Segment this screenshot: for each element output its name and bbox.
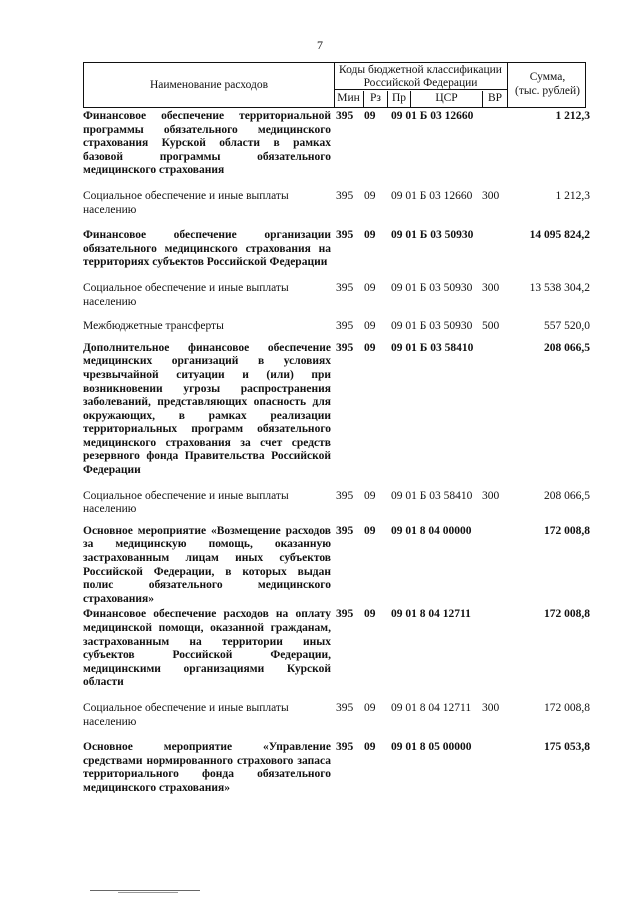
table-row bbox=[83, 701, 590, 729]
row-csr: 09 01 Б 03 58410 bbox=[391, 341, 474, 354]
header-codes-line1: Коды бюджетной классификации bbox=[339, 64, 502, 76]
row-sum: 172 008,8 bbox=[544, 524, 590, 537]
row-name: Межбюджетные трансферты bbox=[83, 320, 224, 333]
row-name: Финансовое обеспечение организации обязательного медицинского страхования на территориях субъектов Российской Федерации bbox=[83, 229, 331, 269]
row-csr: 09 01 8 05 00000 bbox=[391, 741, 472, 754]
table-row bbox=[83, 281, 590, 309]
row-name: Основное мероприятие «Возмещение расходов за медицинскую помощь, оказанную застрахованным лицам иных субъектов Российской Федерации, в которых выдан полис обязательного медицинского страхования» bbox=[83, 524, 331, 605]
header-name: Наименование расходов bbox=[84, 63, 335, 107]
row-csr: 09 01 8 04 12711 bbox=[391, 608, 471, 621]
row-sum: 172 008,8 bbox=[544, 608, 590, 621]
row-min: 395 bbox=[336, 189, 354, 202]
row-sum: 208 066,5 bbox=[544, 341, 590, 354]
row-sum: 1 212,3 bbox=[555, 189, 590, 202]
row-csr: 09 01 Б 03 50930 bbox=[391, 229, 474, 242]
row-name: Финансовое обеспечение территориальной программы обязательного медицинского страхования Курской области в рамках базовой программы обязательного медицинского страхования bbox=[83, 110, 331, 177]
row-sum: 13 538 304,2 bbox=[529, 281, 590, 294]
row-min: 395 bbox=[336, 229, 354, 242]
row-vr: 300 bbox=[482, 701, 500, 714]
row-vr: 300 bbox=[482, 281, 500, 294]
table-row bbox=[83, 320, 590, 334]
row-name: Социальное обеспечение и иные выплаты населению bbox=[83, 701, 289, 728]
row-vr: 300 bbox=[482, 489, 500, 502]
row-min: 395 bbox=[336, 320, 354, 333]
row-name: Социальное обеспечение и иные выплаты населению bbox=[83, 489, 289, 516]
row-min: 395 bbox=[336, 110, 354, 122]
row-min: 395 bbox=[336, 741, 354, 754]
table-body bbox=[83, 110, 590, 796]
row-csr: 09 01 Б 03 50930 bbox=[391, 320, 473, 333]
row-rz: 09 bbox=[364, 320, 376, 333]
row-min: 395 bbox=[336, 701, 354, 714]
row-rz: 09 bbox=[364, 229, 376, 242]
row-sum: 208 066,5 bbox=[544, 489, 590, 502]
footer-rule-secondary bbox=[118, 892, 178, 893]
row-min: 395 bbox=[336, 608, 354, 621]
row-rz: 09 bbox=[364, 341, 376, 354]
footer-rule bbox=[90, 890, 200, 891]
row-csr: 09 01 Б 03 50930 bbox=[391, 281, 473, 294]
table-row bbox=[83, 189, 590, 217]
header-rz: Рз bbox=[364, 91, 388, 107]
row-name: Финансовое обеспечение расходов на оплату медицинской помощи, оказанной гражданам, застрахованным на территории иных субъектов Российской Федерации, медицинскими организациями Курской области bbox=[83, 608, 331, 689]
header-csr: ЦСР bbox=[411, 91, 483, 107]
table-row bbox=[83, 489, 590, 517]
row-rz: 09 bbox=[364, 189, 376, 202]
row-csr: 09 01 8 04 00000 bbox=[391, 524, 472, 537]
table-row bbox=[83, 110, 590, 178]
table-row bbox=[83, 608, 590, 690]
row-min: 395 bbox=[336, 281, 354, 294]
row-csr: 09 01 Б 03 58410 bbox=[391, 489, 473, 502]
row-rz: 09 bbox=[364, 608, 376, 621]
row-name: Дополнительное финансовое обеспечение медицинских организаций в условиях чрезвычайной ситуации и (или) при возникновении угрозы распространения заболеваний, представляющих опасность для окружающих, в рамках реализации территориальных программ обязательного медицинского страхования за счет средств резервного фонда Правительства Российской Федерации bbox=[83, 341, 331, 477]
row-min: 395 bbox=[336, 524, 354, 537]
row-sum: 172 008,8 bbox=[544, 701, 590, 714]
row-name: Социальное обеспечение и иные выплаты населению bbox=[83, 189, 289, 216]
row-rz: 09 bbox=[364, 701, 376, 714]
row-sum: 1 212,3 bbox=[555, 110, 590, 122]
table-row bbox=[83, 524, 590, 607]
row-sum: 557 520,0 bbox=[544, 320, 590, 333]
header-pr: Пр bbox=[388, 91, 411, 107]
row-csr: 09 01 Б 03 12660 bbox=[391, 189, 473, 202]
header-sum bbox=[507, 63, 587, 107]
row-csr: 09 01 Б 03 12660 bbox=[391, 110, 474, 122]
row-rz: 09 bbox=[364, 524, 376, 537]
header-sum-line2: (тыс. рублей) bbox=[514, 85, 581, 97]
table-row bbox=[83, 741, 590, 795]
row-rz: 09 bbox=[364, 281, 376, 294]
row-rz: 09 bbox=[364, 741, 376, 754]
budget-table bbox=[83, 62, 590, 796]
header-codes bbox=[334, 63, 507, 90]
row-rz: 09 bbox=[364, 110, 376, 122]
row-rz: 09 bbox=[364, 489, 376, 502]
row-sum: 14 095 824,2 bbox=[529, 229, 590, 242]
row-min: 395 bbox=[336, 489, 354, 502]
row-min: 395 bbox=[336, 341, 354, 354]
table-row bbox=[83, 341, 590, 478]
row-vr: 500 bbox=[482, 320, 500, 333]
row-sum: 175 053,8 bbox=[544, 741, 590, 754]
header-sum-line1: Сумма, bbox=[529, 71, 566, 83]
header-codes-line2: Российской Федерации bbox=[363, 77, 478, 89]
row-csr: 09 01 8 04 12711 bbox=[391, 701, 472, 714]
row-name: Основное мероприятие «Управление средствами нормированного страхового запаса территориального фонда обязательного медицинского страхования» bbox=[83, 741, 331, 794]
row-name: Социальное обеспечение и иные выплаты населению bbox=[83, 281, 289, 308]
table-row bbox=[83, 229, 590, 270]
table-header bbox=[83, 62, 586, 108]
row-vr: 300 bbox=[482, 189, 500, 202]
header-min: Мин bbox=[334, 91, 364, 107]
header-vr: ВР bbox=[487, 92, 503, 104]
page-number: 7 bbox=[317, 38, 323, 52]
